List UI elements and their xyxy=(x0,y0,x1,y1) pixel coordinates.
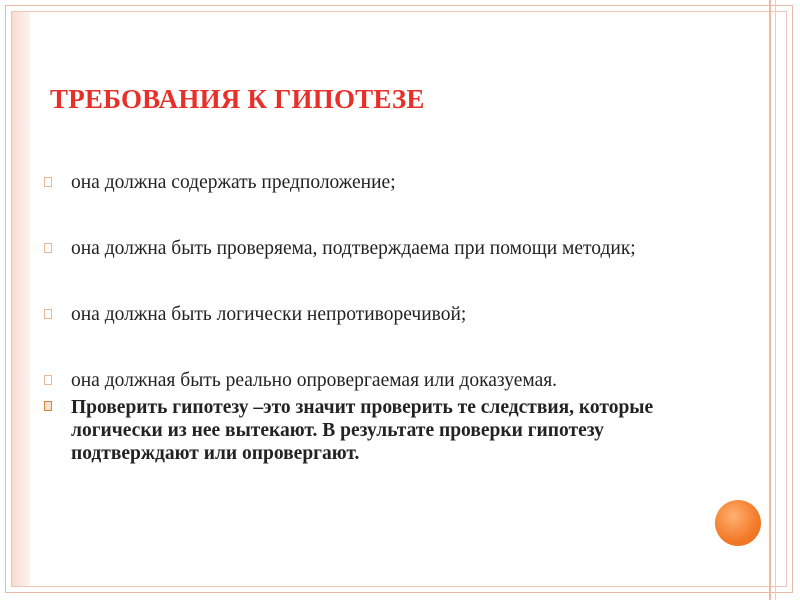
bullet-marker-icon xyxy=(44,309,53,320)
bullet-item xyxy=(44,304,664,326)
bullet-marker-icon xyxy=(44,177,53,188)
bullet-marker-icon xyxy=(44,375,53,386)
bullet-text-bold: Проверить гипотезу –это значит проверить те следствия, которые логически из нее вытекают. В результате проверки гипотезу подтверждают или опровергают. xyxy=(71,397,654,464)
bullet-item xyxy=(44,172,664,194)
bullet-text: она должна быть проверяема, подтверждаема при помощи методик; xyxy=(71,238,636,259)
right-decorative-line xyxy=(769,0,771,600)
bullet-text: она должна быть логически непротиворечивой; xyxy=(71,304,467,325)
bullet-text: она должная быть реально опровергаемая или доказуемая. xyxy=(71,370,558,391)
slide-title: ТРЕБОВАНИЯ К ГИПОТЕЗЕ xyxy=(50,84,425,114)
bullet-list xyxy=(44,172,664,465)
bullet-text: она должна содержать предположение; xyxy=(71,172,396,193)
bullet-item-bold xyxy=(44,396,664,465)
bullet-marker-icon xyxy=(44,401,53,412)
bullet-item xyxy=(44,238,664,260)
orange-circle-decoration xyxy=(715,500,761,546)
bullet-item xyxy=(44,370,664,392)
bullet-marker-icon xyxy=(44,243,53,254)
right-decorative-line-thin xyxy=(775,0,776,600)
